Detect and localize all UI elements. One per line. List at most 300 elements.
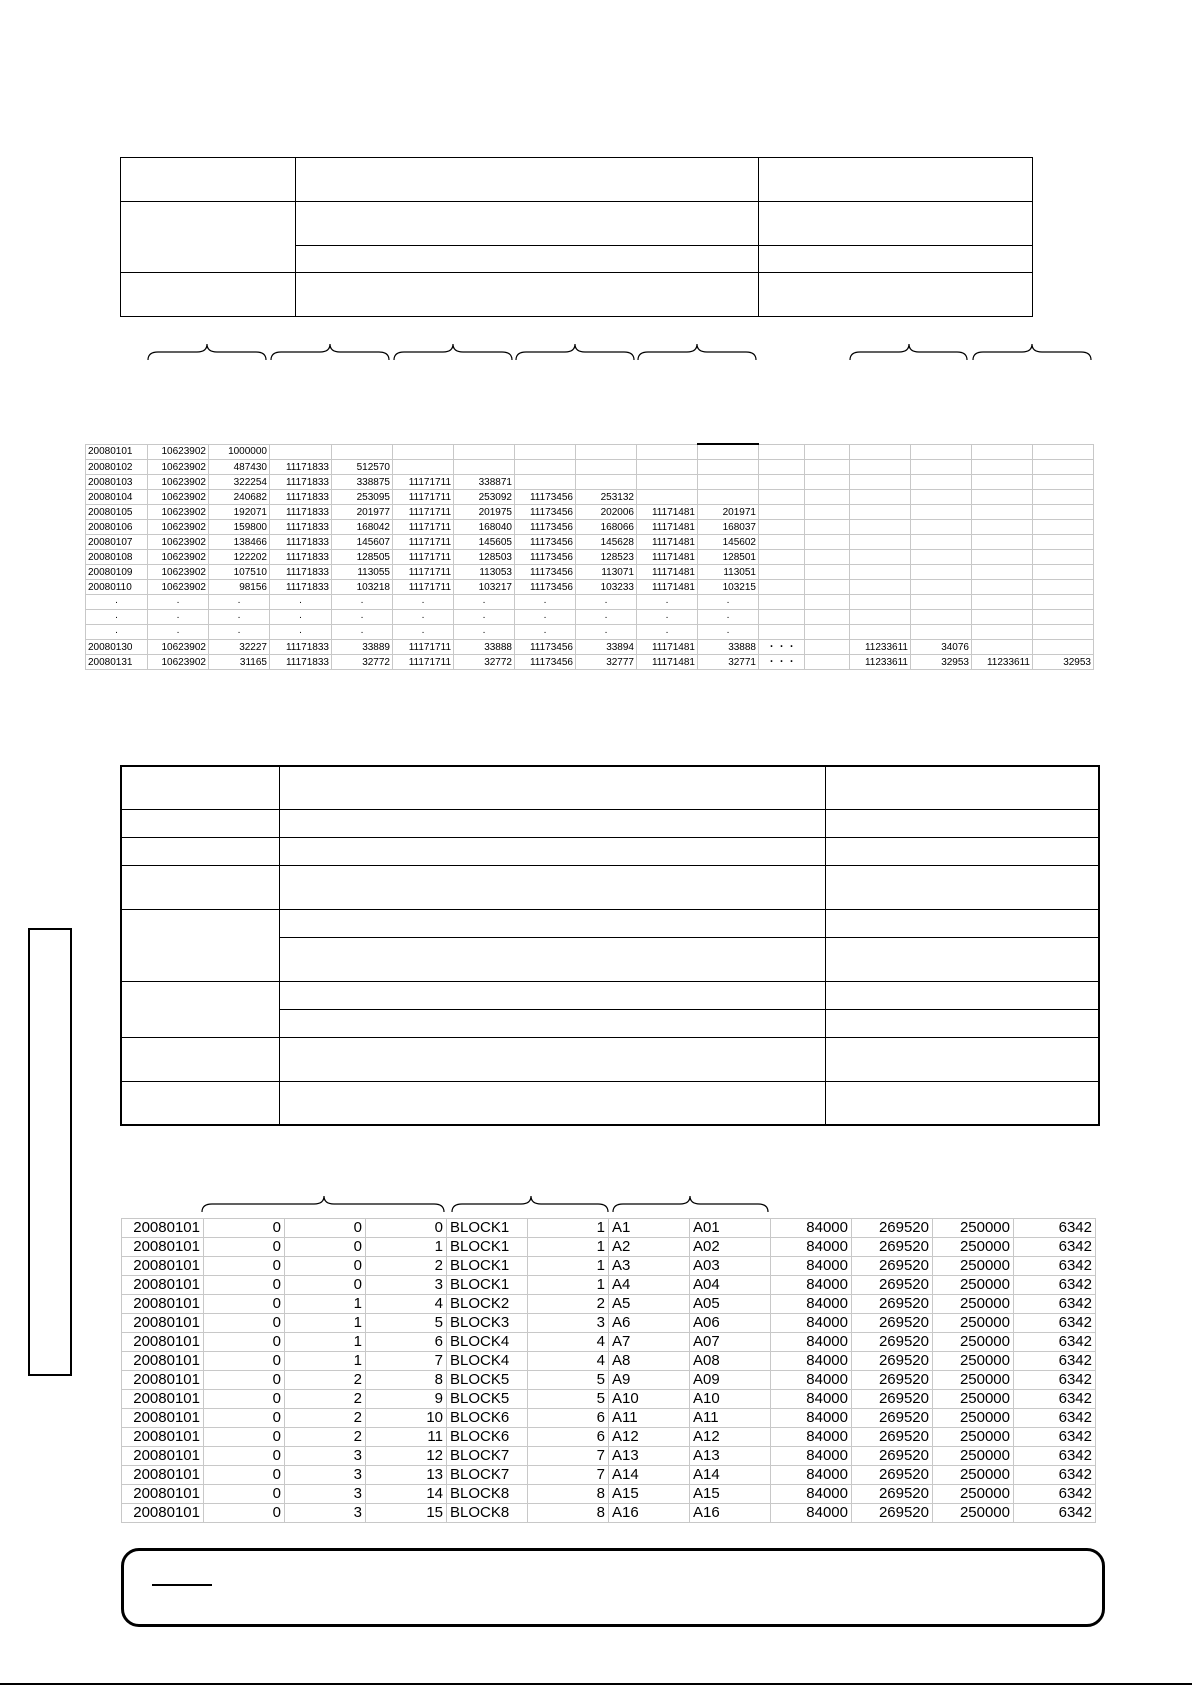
table-cell: · [86,610,148,625]
table-cell: 0 [204,1409,285,1428]
note-box [121,1548,1105,1627]
table-cell: 1 [285,1314,366,1333]
table-cell [1033,565,1094,580]
table-cell: 11173456 [515,550,576,565]
table-cell: A16 [609,1504,690,1523]
table-row [122,1238,1096,1257]
table-cell: 11233611 [850,640,911,655]
table-cell: 269520 [852,1485,933,1504]
table2-cell [121,766,279,809]
table-cell: 84000 [771,1295,852,1314]
table-cell: · [698,625,759,640]
brace-icon [271,344,389,360]
table-cell: 269520 [852,1447,933,1466]
table-cell [911,520,972,535]
table-cell [1033,475,1094,490]
table-cell: A12 [609,1428,690,1447]
table-cell: 10623902 [148,565,209,580]
table-cell [850,490,911,505]
table-cell [850,520,911,535]
table-cell: 98156 [209,580,270,595]
table2-cell [121,1037,279,1081]
table-cell: 10623902 [148,535,209,550]
table-row [122,1390,1096,1409]
table-cell: 4 [366,1295,447,1314]
table-cell: 10623902 [148,520,209,535]
table-cell: 6342 [1014,1257,1096,1276]
table-cell: 6342 [1014,1238,1096,1257]
table-cell: 20080110 [86,580,148,595]
table-cell: · [332,595,393,610]
table-cell: 487430 [209,460,270,475]
table-cell: 103233 [576,580,637,595]
table1-cell [759,273,1033,317]
table-cell: 11171481 [637,565,698,580]
table-cell: 20080103 [86,475,148,490]
table-cell [1033,460,1094,475]
table-cell [805,505,850,520]
table-cell [1033,640,1094,655]
table-cell [332,444,393,460]
table-cell: 11171833 [270,580,332,595]
table-cell: 11171481 [637,535,698,550]
table-cell: · [393,610,454,625]
table-cell: 253095 [332,490,393,505]
table-cell: 32953 [911,655,972,670]
table-cell: 6342 [1014,1314,1096,1333]
table-cell: 12 [366,1447,447,1466]
table2-cell [121,809,279,837]
table-cell: 250000 [933,1428,1014,1447]
table-cell: 145602 [698,535,759,550]
table-cell: 240682 [209,490,270,505]
table1-cell [296,273,759,317]
table-cell: 1 [366,1238,447,1257]
table-cell: 253092 [454,490,515,505]
table-cell: 11173456 [515,490,576,505]
table-cell: 159800 [209,520,270,535]
table-row [86,520,1094,535]
table-cell: 6342 [1014,1295,1096,1314]
table-cell: 20080101 [122,1466,204,1485]
table-cell: 20080101 [122,1504,204,1523]
table-cell: 32772 [332,655,393,670]
table-cell: A06 [690,1314,771,1333]
brace-icon [148,344,266,360]
table-cell: 6342 [1014,1371,1096,1390]
table-cell: 1 [528,1257,609,1276]
table-cell [805,550,850,565]
table-row [122,1352,1096,1371]
table-cell: 11173456 [515,640,576,655]
table-cell: 84000 [771,1466,852,1485]
table-cell [850,595,911,610]
table-cell: 6342 [1014,1333,1096,1352]
table-row [122,1219,1096,1238]
note-underline [152,1584,212,1586]
table-cell [1033,550,1094,565]
table-cell: 11171711 [393,640,454,655]
table-cell: A7 [609,1333,690,1352]
table2-cell [825,909,1099,937]
table-cell: · [454,625,515,640]
table-cell [850,475,911,490]
table-cell [515,475,576,490]
table1-cell [121,158,296,202]
table-cell: 84000 [771,1257,852,1276]
brace-icon [394,344,512,360]
table-cell: · [86,625,148,640]
table-cell: 2 [285,1428,366,1447]
table-cell: 269520 [852,1276,933,1295]
table-cell: 84000 [771,1352,852,1371]
table-cell: 0 [285,1276,366,1295]
table-row [86,610,1094,625]
table-cell: 11233611 [850,655,911,670]
table-cell: A04 [690,1276,771,1295]
table-cell [805,565,850,580]
spreadsheet-block-layout [121,1218,1096,1523]
table-cell [1033,520,1094,535]
table-cell: · [576,610,637,625]
table-cell: A07 [690,1333,771,1352]
table-cell: · [515,625,576,640]
table-cell: 250000 [933,1485,1014,1504]
table-cell: 6 [528,1409,609,1428]
table-cell: 8 [528,1485,609,1504]
table-cell: 11 [366,1428,447,1447]
table-row [86,625,1094,640]
table-cell: 269520 [852,1295,933,1314]
table-cell: 11171481 [637,505,698,520]
table-cell: 11173456 [515,505,576,520]
table-cell: 269520 [852,1219,933,1238]
table-cell: A10 [609,1390,690,1409]
table-cell [454,444,515,460]
table-cell: 84000 [771,1371,852,1390]
table-cell: 128523 [576,550,637,565]
table2-cell [279,1009,825,1037]
table-cell [911,475,972,490]
table-cell: 202006 [576,505,637,520]
table-cell: 1 [285,1295,366,1314]
table-cell: 20080101 [122,1390,204,1409]
table-cell [698,490,759,505]
table-cell: 6342 [1014,1352,1096,1371]
table-cell: 338871 [454,475,515,490]
table-cell [972,444,1033,460]
table-cell [850,610,911,625]
table-cell [1033,580,1094,595]
table-cell: 34076 [911,640,972,655]
table-cell: 145607 [332,535,393,550]
table-cell [972,595,1033,610]
table-cell: BLOCK4 [447,1333,528,1352]
table-cell: 0 [285,1238,366,1257]
table-cell: 168042 [332,520,393,535]
table-cell: · [270,595,332,610]
table-cell: 11171481 [637,655,698,670]
table-cell [850,505,911,520]
table-row [86,505,1094,520]
table2-cell [121,865,279,909]
table-cell: A11 [609,1409,690,1428]
table-cell: 20080101 [122,1428,204,1447]
table-cell: BLOCK8 [447,1485,528,1504]
table-cell [805,490,850,505]
table-cell [911,550,972,565]
table-cell: 3 [285,1504,366,1523]
table-cell: · [393,595,454,610]
table-cell: 10623902 [148,505,209,520]
table-cell: 7 [528,1466,609,1485]
table-cell: 84000 [771,1447,852,1466]
table-cell: 138466 [209,535,270,550]
table-cell: · [515,595,576,610]
table-cell: 20080101 [122,1447,204,1466]
table-cell [637,490,698,505]
table-cell: 7 [528,1447,609,1466]
table-cell: BLOCK6 [447,1428,528,1447]
table-cell: 128501 [698,550,759,565]
table-cell: 0 [204,1428,285,1447]
table-cell [972,505,1033,520]
table-cell: 84000 [771,1276,852,1295]
table-row [122,1333,1096,1352]
table-cell [759,580,805,595]
table-cell [911,565,972,580]
table-cell: 269520 [852,1371,933,1390]
table-cell: 250000 [933,1466,1014,1485]
table-cell: 20080131 [86,655,148,670]
table1-cell [759,158,1033,202]
table-cell: 250000 [933,1276,1014,1295]
table-cell [911,595,972,610]
table1-cell [121,273,296,317]
table-cell: 84000 [771,1314,852,1333]
table-cell: 11171833 [270,460,332,475]
table-cell [911,505,972,520]
table-cell: 1 [285,1352,366,1371]
table-cell: 84000 [771,1504,852,1523]
table-cell: 20080101 [122,1238,204,1257]
table-cell [911,460,972,475]
table-cell: 20080105 [86,505,148,520]
table-cell: 11171833 [270,655,332,670]
table-cell [637,475,698,490]
table-cell: 20080107 [86,535,148,550]
table-cell: 11171711 [393,520,454,535]
table-cell [850,460,911,475]
table-cell: 2 [285,1371,366,1390]
table-cell [805,655,850,670]
table-cell: 168040 [454,520,515,535]
table-cell: 84000 [771,1219,852,1238]
table-cell: 10623902 [148,580,209,595]
table2-cell [121,909,279,981]
table-cell: 11173456 [515,580,576,595]
table-row [86,655,1094,670]
table-cell [698,460,759,475]
table2-cell [825,1009,1099,1037]
table-cell: 0 [204,1257,285,1276]
table-cell: 107510 [209,565,270,580]
table-cell [850,444,911,460]
table-cell: BLOCK6 [447,1409,528,1428]
table-cell: BLOCK7 [447,1466,528,1485]
table2-cell [279,937,825,981]
table1-cell [759,202,1033,246]
table2-cell [279,1037,825,1081]
table-cell: 269520 [852,1257,933,1276]
table-cell: 2 [285,1390,366,1409]
table-cell: 32953 [1033,655,1094,670]
table-cell: BLOCK1 [447,1219,528,1238]
table-cell [759,490,805,505]
table-cell [637,460,698,475]
table-cell [911,490,972,505]
table-cell: 6342 [1014,1504,1096,1523]
table-cell: 250000 [933,1390,1014,1409]
table-cell [576,475,637,490]
table-cell: 2 [366,1257,447,1276]
table-cell: 0 [204,1504,285,1523]
table-cell: BLOCK4 [447,1352,528,1371]
table-cell: 103217 [454,580,515,595]
table1-cell [759,246,1033,273]
table-cell: 128505 [332,550,393,565]
table2-cell [825,865,1099,909]
table-cell: 11171711 [393,475,454,490]
table-cell: 0 [204,1314,285,1333]
table-cell: 113051 [698,565,759,580]
table-cell [759,460,805,475]
table-cell: 269520 [852,1428,933,1447]
table-cell [576,444,637,460]
table-cell: BLOCK5 [447,1371,528,1390]
table-cell: 250000 [933,1504,1014,1523]
table-row [86,550,1094,565]
table-cell: 1 [528,1219,609,1238]
table-cell [805,535,850,550]
table-cell [698,475,759,490]
table-cell: 1 [528,1276,609,1295]
table2-cell [279,837,825,865]
table-cell: 33888 [698,640,759,655]
table-cell: 33888 [454,640,515,655]
definition-table-2 [120,765,1100,1126]
table-cell: · [698,610,759,625]
table-cell: 10623902 [148,640,209,655]
table-cell: 84000 [771,1333,852,1352]
table-cell [1033,505,1094,520]
table-cell: · [86,595,148,610]
table-cell: BLOCK1 [447,1238,528,1257]
table-cell: 0 [204,1352,285,1371]
table-cell: 20080130 [86,640,148,655]
table-row [122,1314,1096,1333]
table-cell: A2 [609,1238,690,1257]
table-cell [805,580,850,595]
table-cell: BLOCK1 [447,1276,528,1295]
table-cell: · [576,595,637,610]
table-cell: A11 [690,1409,771,1428]
table-cell [759,520,805,535]
table-cell: 269520 [852,1409,933,1428]
table-cell: 250000 [933,1447,1014,1466]
table-cell: ・・・ [759,655,805,670]
table-cell: 11171711 [393,505,454,520]
table-cell: 20080104 [86,490,148,505]
table-cell: 3 [528,1314,609,1333]
table2-cell [825,766,1099,809]
table-cell [759,610,805,625]
table-cell [1033,625,1094,640]
table-cell: 269520 [852,1352,933,1371]
table-cell [759,475,805,490]
table-cell: 113053 [454,565,515,580]
table-cell: · [637,595,698,610]
table-row [86,580,1094,595]
table-cell: 84000 [771,1485,852,1504]
table-cell: · [515,610,576,625]
table-cell: 20080106 [86,520,148,535]
table-cell: 269520 [852,1333,933,1352]
table-cell [1033,595,1094,610]
table-cell: 512570 [332,460,393,475]
table-cell: 9 [366,1390,447,1409]
table-cell: · [698,595,759,610]
table-row [122,1295,1096,1314]
table-cell: 145605 [454,535,515,550]
table2-cell [279,909,825,937]
table-cell [1033,490,1094,505]
side-tab-box [28,928,72,1376]
table-row [86,490,1094,505]
table-cell [911,610,972,625]
table-cell: 20080101 [122,1314,204,1333]
brace-icon [516,344,634,360]
table-cell: 11171711 [393,565,454,580]
table-cell: 11171481 [637,580,698,595]
table-row [86,460,1094,475]
table-cell [805,444,850,460]
table2-cell [279,809,825,837]
table-cell [698,444,759,460]
table-row [122,1485,1096,1504]
table-cell [850,580,911,595]
table-cell: 11171833 [270,535,332,550]
table-cell: A8 [609,1352,690,1371]
table-cell: A15 [690,1485,771,1504]
table-row [86,475,1094,490]
table1-cell [121,202,296,273]
table-cell: 33889 [332,640,393,655]
table-cell [972,580,1033,595]
table-cell: · [332,610,393,625]
table-cell: 250000 [933,1314,1014,1333]
table-cell: 269520 [852,1238,933,1257]
table-cell: A12 [690,1428,771,1447]
table-cell [911,580,972,595]
table-cell: BLOCK2 [447,1295,528,1314]
table-cell: A1 [609,1219,690,1238]
table-row [122,1257,1096,1276]
table-row [86,444,1094,460]
table-cell: 8 [366,1371,447,1390]
table-cell: 84000 [771,1238,852,1257]
table-row [86,595,1094,610]
